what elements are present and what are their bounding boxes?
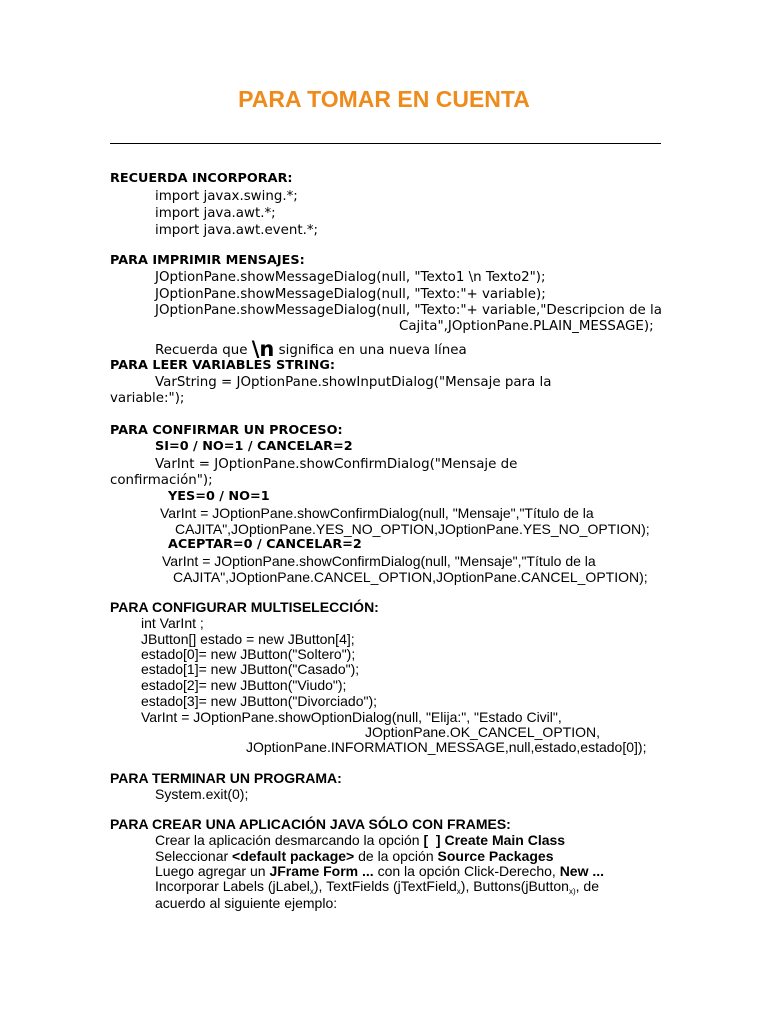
instruction-line: acuerdo al siguiente ejemplo:: [155, 895, 338, 911]
instruction-line: Luego agregar un JFrame Form ... con la opción Click-Derecho, New ...: [155, 863, 605, 879]
code-line: JOptionPane.showMessageDialog(null, "Texto1 \n Texto2");: [155, 270, 546, 285]
code-line: Cajita",JOptionPane.PLAIN_MESSAGE);: [399, 319, 654, 334]
code-line: int VarInt ;: [141, 615, 204, 631]
code-line: estado[1]= new JButton("Casado");: [141, 661, 360, 677]
code-line: VarString = JOptionPane.showInputDialog("Mensaje para la: [155, 375, 552, 390]
heading-confirmar: PARA CONFIRMAR UN PROCESO:: [110, 423, 343, 438]
code-line: estado[0]= new JButton("Soltero");: [141, 646, 356, 662]
code-line: JOptionPane.showMessageDialog(null, "Texto:"+ variable);: [155, 287, 546, 302]
code-line: estado[3]= new JButton("Divorciado");: [141, 693, 378, 709]
code-line: import java.awt.*;: [155, 206, 276, 221]
code-line: VarInt = JOptionPane.showOptionDialog(null, "Elija:", "Estado Civil",: [141, 709, 562, 725]
code-line: JOptionPane.showMessageDialog(null, "Texto:"+ variable,"Descripcion de la: [155, 303, 662, 318]
subheading-aceptar-cancelar: ACEPTAR=0 / CANCELAR=2: [168, 537, 362, 552]
code-line: VarInt = JOptionPane.showConfirmDialog("Mensaje de: [155, 457, 518, 472]
code-line: variable:");: [110, 391, 185, 406]
subheading-yes-no: YES=0 / NO=1: [168, 489, 270, 504]
newline-note: Recuerda que \n significa en una nueva línea: [155, 337, 467, 361]
subheading-si-no-cancelar: SI=0 / NO=1 / CANCELAR=2: [155, 439, 353, 454]
newline-symbol: \n: [251, 337, 275, 361]
code-line: CAJITA",JOptionPane.YES_NO_OPTION,JOptionPane.YES_NO_OPTION);: [175, 521, 650, 537]
heading-imprimir: PARA IMPRIMIR MENSAJES:: [110, 253, 305, 268]
code-line: VarInt = JOptionPane.showConfirmDialog(null, "Mensaje","Título de la: [160, 505, 594, 521]
code-line: VarInt = JOptionPane.showConfirmDialog(null, "Mensaje","Título de la: [162, 553, 596, 569]
instruction-line: Incorporar Labels (jLabel$_x$), TextFields (jTextField$_x$), Buttons(jButton$_{x)}$, de: [155, 878, 599, 896]
instruction-line: Crear la aplicación desmarcando la opción [ ] Create Main Class: [155, 832, 566, 848]
code-line: import javax.swing.*;: [155, 189, 298, 204]
code-line: JOptionPane.INFORMATION_MESSAGE,null,estado,estado[0]);: [246, 739, 647, 755]
code-line: System.exit(0);: [155, 786, 249, 802]
code-line: CAJITA",JOptionPane.CANCEL_OPTION,JOptionPane.CANCEL_OPTION);: [173, 569, 648, 585]
heading-multiseleccion: PARA CONFIGURAR MULTISELECCIÓN:: [110, 599, 379, 615]
heading-leer: PARA LEER VARIABLES STRING:: [110, 358, 335, 373]
title-divider: [110, 143, 661, 144]
code-line: JOptionPane.OK_CANCEL_OPTION,: [365, 724, 600, 740]
instruction-line: Seleccionar <default package> de la opción Source Packages: [155, 848, 554, 864]
heading-incorporar: RECUERDA INCORPORAR:: [110, 171, 293, 186]
code-line: estado[2]= new JButton("Viudo");: [141, 677, 347, 693]
code-line: import java.awt.event.*;: [155, 223, 319, 238]
heading-frames: PARA CREAR UNA APLICACIÓN JAVA SÓLO CON FRAMES:: [110, 816, 511, 832]
code-line: JButton[] estado = new JButton[4];: [141, 631, 355, 647]
heading-terminar: PARA TERMINAR UN PROGRAMA:: [110, 770, 342, 786]
page-title: PARA TOMAR EN CUENTA: [238, 86, 530, 112]
code-line: confirmación");: [110, 473, 213, 488]
